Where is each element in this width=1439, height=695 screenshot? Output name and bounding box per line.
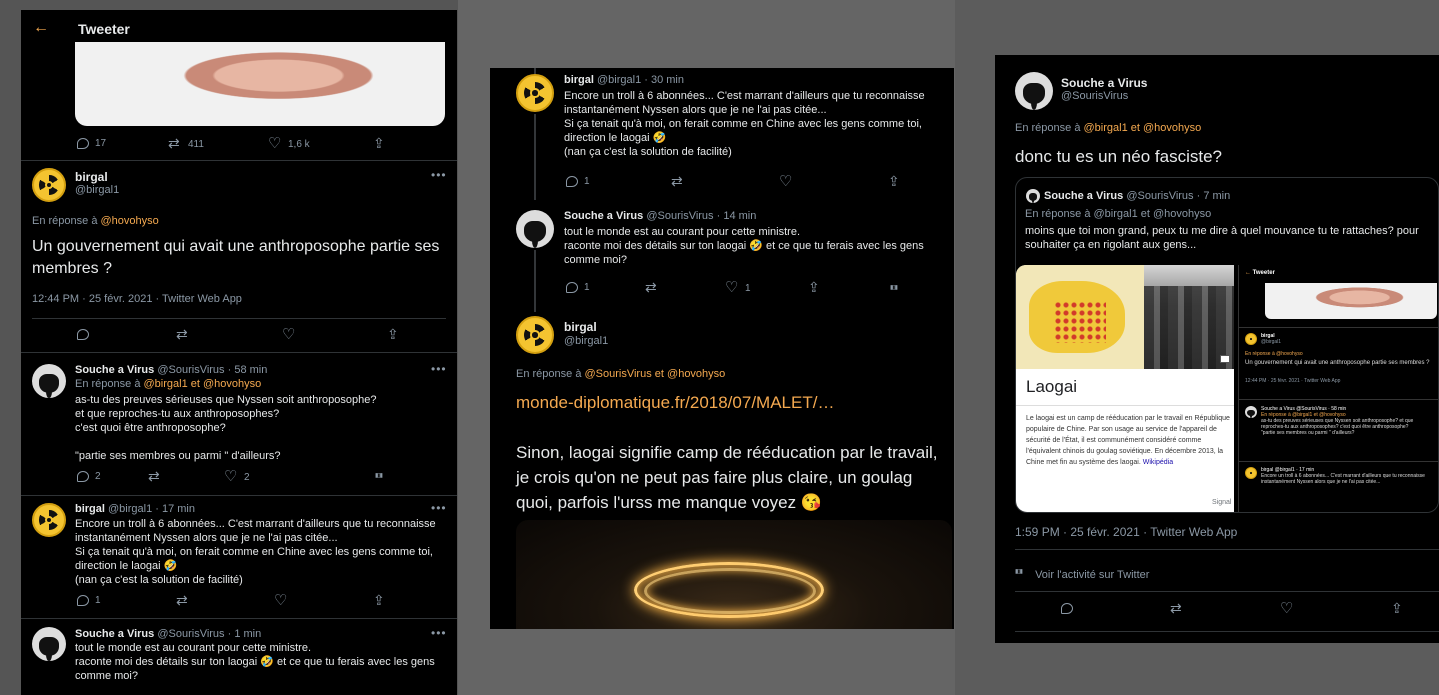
share-icon — [888, 176, 901, 189]
link-preview-image[interactable] — [516, 520, 952, 629]
retweet-button[interactable] — [177, 595, 190, 608]
back-arrow-icon[interactable]: ← — [33, 19, 49, 36]
reply-button[interactable]: 1 — [566, 176, 590, 187]
retweet-icon — [1171, 603, 1184, 616]
reply-button[interactable]: 1 — [77, 595, 101, 606]
author-name[interactable]: birgal — [75, 170, 108, 184]
thread-line — [534, 250, 536, 312]
tweet-header: birgal @birgal1 · 30 min — [564, 74, 684, 86]
author-handle[interactable]: @birgal1 — [564, 335, 609, 347]
author-name[interactable]: birgal — [564, 320, 597, 334]
thread-line — [534, 114, 536, 200]
author-handle[interactable]: @birgal1 — [75, 184, 120, 196]
reply-context: En réponse à @hovohyso — [32, 215, 159, 227]
retweet-icon — [646, 282, 659, 295]
mini-divider — [1239, 461, 1439, 462]
stats-icon — [890, 284, 903, 297]
like-button[interactable] — [1281, 603, 1294, 616]
mini-reply2: birgal @birgal1 · 17 min Encore un troll à 6 abonnées... C'est marrant d'ailleurs que tu reconnaisse instantanément Nyssen alors que je ne l'ai pas citée... — [1261, 467, 1425, 485]
tweet-header: Souche a Virus @SourisVirus · 14 min — [564, 210, 757, 222]
share-icon — [1391, 603, 1404, 616]
mini-reply1: Souche a Virus @SourisVirus · 58 min En réponse à @birgal1 et @hovohyso as-tu des preuves sérieuses que Nyssen soit anthroposophe? et que reproches-tu aux anthroposophes? c'est quoi être anthroposophe? "partie ses membres ou parmi " d'ailleurs? — [1261, 406, 1414, 436]
divider — [32, 318, 446, 319]
reply-icon — [77, 329, 89, 340]
kp-separator — [1016, 405, 1234, 406]
avatar[interactable] — [32, 627, 66, 661]
retweet-button[interactable] — [646, 282, 659, 295]
share-button[interactable] — [888, 176, 901, 189]
like-button[interactable]: ♡ 2 — [225, 471, 250, 484]
tweet-text: Encore un troll à 6 abonnées... C'est marrant d'ailleurs que tu reconnaisse instantanément Nyssen alors que je ne l'ai pas citée... Si ça tenait qu'à moi, on ferait comme en Chine avec les gens comme toi, direction le laogai 🤣 (nan ça c'est la solution de facilité) — [75, 518, 436, 586]
more-options-icon[interactable]: ••• — [431, 626, 447, 640]
quote-header: Souche a Virus @SourisVirus · 7 min — [1044, 190, 1231, 202]
image-gallery-icon — [1220, 355, 1230, 363]
avatar[interactable] — [516, 210, 554, 248]
china-map-image — [1016, 265, 1144, 369]
mention-link[interactable]: @birgal1 — [143, 378, 188, 390]
retweet-button[interactable] — [1171, 603, 1184, 616]
divider — [21, 160, 457, 161]
light-ring — [644, 568, 816, 614]
stats-icon — [1015, 565, 1028, 578]
stats-button[interactable] — [890, 284, 903, 297]
like-icon — [780, 176, 793, 189]
media-retweet-action[interactable]: ⇄ 411 — [169, 138, 204, 151]
header-title: Tweeter — [78, 21, 130, 37]
share-button[interactable] — [387, 329, 400, 342]
tweet-timestamp[interactable]: 1:59 PM · 25 févr. 2021 · Twitter Web App — [1015, 525, 1238, 539]
share-icon — [373, 138, 386, 151]
mini-header: ← Tweeter — [1245, 270, 1275, 276]
retweet-icon — [177, 329, 190, 342]
avatar[interactable] — [516, 316, 554, 354]
like-icon — [269, 138, 282, 151]
prisoners-photo — [1144, 265, 1234, 369]
kp-title: Laogai — [1026, 377, 1078, 396]
divider — [21, 495, 457, 496]
reply-icon — [566, 176, 578, 187]
kp-signal: Signal — [1212, 499, 1232, 506]
mini-avatar — [1245, 467, 1257, 479]
retweet-button[interactable] — [149, 471, 162, 484]
reply-header: birgal @birgal1 · 17 min — [75, 503, 195, 515]
reply-button[interactable]: 2 — [77, 471, 101, 482]
quoted-tweet-card[interactable] — [1015, 177, 1439, 513]
divider — [1015, 549, 1439, 550]
like-button[interactable]: ♡ 1 — [726, 282, 751, 295]
reply-context: En réponse à @SourisVirus et @hovohyso — [516, 368, 726, 380]
mini-reply-context: En réponse à @hovohyso — [1245, 351, 1303, 357]
divider — [1015, 591, 1439, 592]
retweet-icon — [149, 471, 162, 484]
media-like-action[interactable]: ♡ 1,6 k — [269, 138, 310, 151]
media-share-action[interactable] — [373, 138, 386, 151]
activity-link[interactable]: ▮▯▮ Voir l'activité sur Twitter — [1015, 565, 1149, 582]
mention-link[interactable]: @hovohyso — [667, 368, 726, 380]
mention-link[interactable]: @hovohyso — [203, 378, 262, 390]
reply-context: En réponse à @birgal1 et @hovohyso — [75, 378, 262, 390]
knowledge-panel-image — [1016, 265, 1234, 513]
divider — [1015, 631, 1439, 632]
retweet-icon — [672, 176, 685, 189]
avatar — [1026, 189, 1040, 203]
mini-text: Un gouvernement qui avait une anthroposophe partie ses membres ? — [1245, 360, 1430, 366]
reply-icon — [1061, 603, 1073, 614]
reply-icon — [77, 138, 89, 149]
like-button[interactable] — [283, 329, 296, 342]
share-button[interactable] — [373, 595, 386, 608]
mention-link[interactable]: @hovohyso — [1143, 122, 1202, 134]
reply-button[interactable] — [1061, 603, 1073, 614]
screenshot-panel-left — [21, 10, 457, 695]
mention-link[interactable]: @SourisVirus — [584, 368, 652, 380]
avatar[interactable] — [1015, 72, 1053, 110]
more-options-icon[interactable]: ••• — [431, 168, 447, 182]
retweet-button[interactable] — [177, 329, 190, 342]
avatar[interactable] — [516, 74, 554, 112]
media-reply-action[interactable]: 17 — [77, 138, 106, 149]
share-button[interactable] — [808, 282, 821, 295]
author-handle[interactable]: @SourisVirus — [1061, 90, 1129, 102]
avatar[interactable] — [32, 364, 66, 398]
article-link[interactable]: monde-diplomatique.fr/2018/07/MALET/… — [516, 393, 835, 412]
quote-text: moins que toi mon grand, peux tu me dire à quel mouvance tu te rattaches? pour souhaiter ça en rigolant aux gens... — [1025, 225, 1419, 251]
mention-link[interactable]: @hovohyso — [100, 215, 159, 227]
tweet-text: Encore un troll à 6 abonnées... C'est marrant d'ailleurs que tu reconnaisse instantanément Nyssen alors que je ne l'ai pas citée... Si ça tenait qu'à moi, on ferait comme en Chine avec les gens comme toi, direction le laogai 🤣 (nan ça c'est la solution de facilité) — [564, 90, 925, 158]
retweet-icon — [169, 138, 182, 151]
like-button[interactable] — [780, 176, 793, 189]
share-icon — [373, 595, 386, 608]
main-tweet-text: Un gouvernement qui avait une anthroposophe partie ses membres ? — [32, 238, 440, 277]
reply-icon — [77, 595, 89, 606]
kp-description: Le laogai est un camp de rééducation par le travail en République populaire de Chine. Par son usage au service de l'appareil de sécurité de l'État, il est communément considéré comme l'équivalent chinois du goulag soviétique. En décembre 2013, la Chine met fin au système des laogai. Wikipédia — [1026, 415, 1230, 466]
embedded-screenshot — [1238, 265, 1439, 513]
screenshot-panel-right — [995, 55, 1439, 643]
like-icon — [726, 282, 739, 295]
tweet-timestamp[interactable]: 12:44 PM · 25 févr. 2021 · Twitter Web App — [32, 293, 242, 305]
more-options-icon[interactable]: ••• — [431, 362, 447, 376]
media-image[interactable] — [75, 42, 445, 126]
author-name[interactable]: Souche a Virus — [1061, 76, 1148, 90]
reply-context: En réponse à @birgal1 et @hovohyso — [1015, 122, 1202, 134]
like-icon — [275, 595, 288, 608]
mini-avatar — [1245, 406, 1257, 418]
reply-button[interactable]: 1 — [566, 282, 590, 293]
avatar[interactable] — [32, 503, 66, 537]
reply-header: Souche a Virus @SourisVirus · 58 min — [75, 364, 268, 376]
tweet-text: as-tu des preuves sérieuses que Nyssen soit anthroposophe? et que reproches-tu aux anthroposophes? c'est quoi être anthroposophe? "partie ses membres ou parmi " d'ailleurs? — [75, 394, 377, 462]
divider — [21, 618, 457, 619]
reply-header: Souche a Virus @SourisVirus · 1 min — [75, 628, 262, 640]
mini-media-image — [1265, 283, 1437, 319]
like-icon — [1281, 603, 1294, 616]
reply-context: En réponse à @birgal1 et @hovohyso — [1025, 208, 1212, 220]
screenshot-panel-middle — [490, 68, 954, 629]
mini-divider — [1239, 327, 1439, 328]
stats-button[interactable] — [375, 472, 388, 485]
reply-button[interactable] — [77, 329, 89, 340]
like-icon — [225, 471, 238, 484]
mini-divider — [1239, 399, 1439, 400]
divider — [21, 352, 457, 353]
stats-icon — [375, 472, 388, 485]
share-icon — [387, 329, 400, 342]
reply-icon — [77, 471, 89, 482]
tweet-text: tout le monde est au courant pour cette ministre. raconte moi des détails sur ton laogai 🤣 et ce que tu ferais avec les gens comme moi? — [75, 642, 435, 682]
tweet-text: tout le monde est au courant pour cette ministre. raconte moi des détails sur ton laogai 🤣 et ce que tu ferais avec les gens comme moi? — [564, 226, 924, 266]
main-tweet-text: donc tu es un néo fasciste? — [1015, 147, 1222, 166]
retweet-icon — [177, 595, 190, 608]
share-icon — [808, 282, 821, 295]
retweet-button[interactable] — [672, 176, 685, 189]
main-tweet-text: Sinon, laogai signifie camp de rééducation par le travail, je crois qu'on ne peut pas faire plus claire, un goulag quoi, parfois l'urss me manque voyez 😘 — [516, 443, 938, 512]
mini-meta: 12:44 PM · 25 févr. 2021 · Twitter Web App — [1245, 378, 1341, 384]
more-options-icon[interactable]: ••• — [431, 501, 447, 515]
like-icon — [283, 329, 296, 342]
mini-handle: @birgal1 — [1261, 339, 1282, 345]
share-button[interactable] — [1391, 603, 1404, 616]
like-button[interactable] — [275, 595, 288, 608]
reply-icon — [566, 282, 578, 293]
mention-link[interactable]: @birgal1 — [1083, 122, 1128, 134]
mini-name: birgal — [1261, 333, 1275, 339]
avatar[interactable] — [32, 168, 66, 202]
mini-avatar — [1245, 333, 1257, 345]
